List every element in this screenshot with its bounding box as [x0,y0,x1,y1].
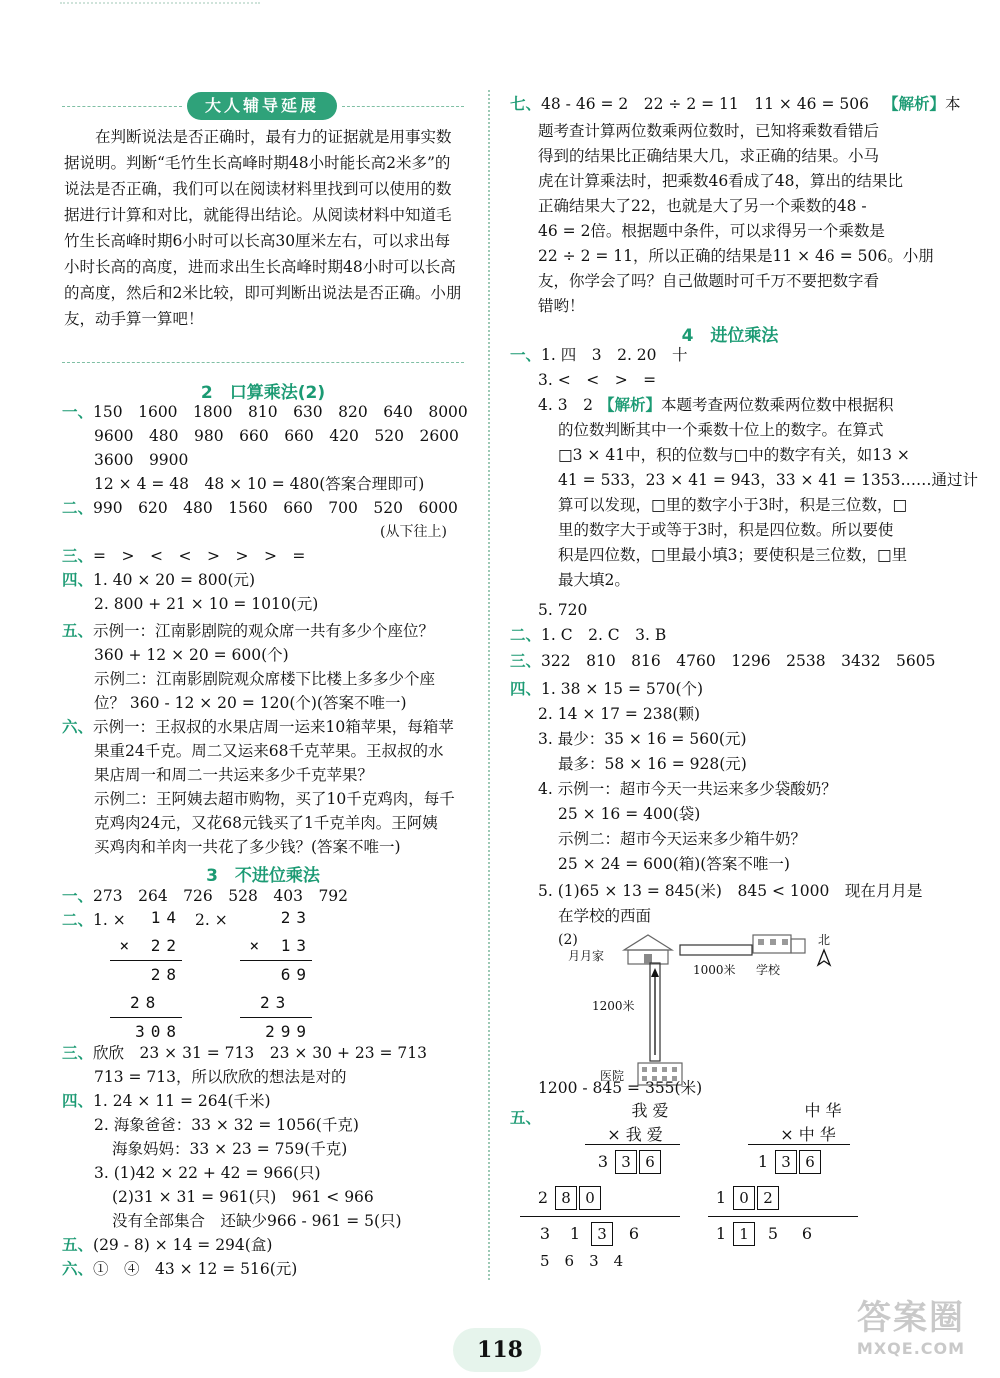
s2-6-row-a: 示例一：王叔叔的水果店周一运来10箱苹果，每箱苹 [93,718,454,736]
guide-rule-right [342,106,464,107]
p1-r1-box2: 6 [639,1150,661,1174]
s4-1-row-e: □3 × 41中，积的位数与□中的数字有关，如13 × [558,446,910,464]
s3-6-label: 六、 [62,1260,94,1278]
s2-4-label: 四、 [62,571,94,589]
p1-sum-d2: 1 [569,1224,581,1243]
guide-text [64,124,462,332]
top-decoration [60,2,260,10]
s4-5-label-text: 五、 [510,1109,542,1127]
guide-paragraph: 在判断说法是否正确时，最有力的证据就是用事实数据说明。判断“毛竹生长高峰时期48小时能长高2米多”的说法是否正确，我们可以在阅读材料里找到可以使用的数据进行计算和对比，就能得出结论。从阅读材料中知道毛竹生长高峰时期6小时可以长高30厘米左右，可以求出每小时长高的高度，进而求出生长高峰时期48小时可以长高的高度，然后和2米比较，即可判断出说法是否正确。小朋友，动手算一算吧！ [64,128,462,328]
s4-1-row-k: 5. 720 [538,601,588,619]
s3-3-label: 三、 [62,1044,94,1062]
p2-sum-d3: 5 [767,1224,779,1243]
s7-row-c: 得到的结果比正确结果大几，求正确的结果。小马 [538,147,880,165]
guide-bottom-rule [62,362,464,363]
s4-4-row-j: 在学校的西面 [558,907,652,925]
vm2-top: 23 [280,908,312,927]
s4-1-row-g: 算可以发现，□里的数字小于3时，积是三位数，□ [558,496,908,514]
section-3-title: 3 不进位乘法 [206,866,320,886]
s4-1-row-c: 本题考查两位数乘两位数中根据积 [660,396,894,414]
puzzle-2-top: 中 华 [804,1101,842,1120]
p2-r2-box2: 2 [757,1186,779,1210]
s4-4-label: 四、 [510,680,542,698]
puzzle-1-row-1 [592,1150,662,1174]
vm1-sum: 308 [110,1017,182,1046]
map-home-label: 月月家 [568,949,605,963]
s4-1-row-b: 3. < < > = [538,371,657,389]
p1-r1-box1: 3 [615,1150,637,1174]
puzzle-2 [715,1098,878,1278]
s4-4-row-h: 25 × 24 = 600(箱)(答案不唯一) [558,855,790,873]
s3-1-label: 一、 [62,887,94,905]
s7-label: 七、 [510,95,542,113]
s3-4-row-c: 海象妈妈：33 × 23 = 759(千克) [112,1140,348,1158]
s2-6-row-e: 克鸡肉24元，又花68元钱买了1千克羊肉。王阿姨 [94,814,438,832]
north-arrow-icon [818,950,830,965]
home-building-icon [624,935,672,964]
puzzle-2-sum [710,1222,824,1246]
p2-r2-box1: 0 [733,1186,755,1210]
direction-arrow-icon [651,968,659,977]
s4-1-analysis-tag: 【解析】 [598,396,661,414]
s7-row-a: 48 - 46 = 2 22 ÷ 2 = 11 11 × 46 = 506 [541,95,869,113]
vm1-top: 14 [150,908,182,927]
s7-row-h: 友，你学会了吗？自己做题时可千万不要把数字看 [538,272,880,290]
s2-2-row: 990 620 480 1560 660 700 520 6000 [93,499,458,517]
map-dist-vertical: 1200米 [592,999,635,1013]
map-school-label: 学校 [756,963,781,977]
p2-r1-d1: 1 [757,1152,769,1171]
s3-3-row-a: 欣欣 23 × 31 = 713 23 × 30 + 23 = 713 [93,1044,428,1062]
puzzle-1-mul: × 我 爱 [607,1125,663,1144]
watermark-url: MXQE.COM [856,1339,966,1358]
p2-sum-d4: 6 [801,1224,813,1243]
s2-5-label: 五、 [62,622,94,640]
s2-3-label: 三、 [62,547,94,565]
p2-sum-box: 1 [733,1222,755,1246]
s2-5-row-b: 360 + 12 × 20 = 600(个) [94,646,289,664]
s4-2-label: 二、 [510,626,542,644]
s7-row-i: 错哟！ [538,297,585,315]
s2-6-row-c: 果店周一和周二一共运来多少千克苹果？ [94,766,374,784]
school-building-icon [753,935,805,953]
guide-box [62,92,464,362]
s3-5-label: 五、 [62,1236,94,1254]
p1-r2-d1: 2 [537,1188,549,1207]
s3-2-q2: 2. × [195,911,228,929]
s2-5-row-d: 位？ 360 - 12 × 20 = 120(个)(答案不唯一) [94,694,407,712]
s3-2-q1: 1. × [93,911,126,929]
s7-row-g: 22 ÷ 2 = 11，所以正确的结果是11 × 46 = 506。小朋 [538,247,934,265]
guide-rule-left [62,106,182,107]
s2-1-row-d: 12 × 4 = 48 48 × 10 = 480(答案合理即可) [94,475,425,493]
vertical-mult-2 [240,904,312,1046]
guide-badge: 大人辅导延展 [187,92,337,120]
s4-1-row-i: 积是四位数，□里最小填3；要使积是三位数，□里 [558,546,908,564]
s7-row-d: 虎在计算乘法时，把乘数46看成了48，算出的结果比 [538,172,903,190]
s2-6-row-b: 果重24千克。周二又运来68千克苹果。王叔叔的水 [94,742,444,760]
s3-4-row-f: 没有全部集合 还缺少966 - 961 = 5(只) [112,1212,402,1230]
s4-2-row: 1. C 2. C 3. B [541,626,667,644]
s2-6-label: 六、 [62,718,94,736]
s2-4-row-b: 2. 800 + 21 × 10 = 1010(元) [94,595,319,613]
s4-1-label: 一、 [510,346,542,364]
watermark-logo [836,1290,986,1370]
s7-row-f: 46 = 2倍。根据题中条件，可以求得另一个乘数是 [538,222,885,240]
s2-1-row-a: 150 1600 1800 810 630 820 640 8000 [93,403,468,421]
s3-3-row-b: 713 = 713，所以欣欣的想法是对的 [94,1068,347,1086]
s2-6-row-d: 示例二：王阿姨去超市购物，买了10千克鸡肉，每千 [94,790,455,808]
s3-1-row: 273 264 726 528 403 792 [93,887,349,905]
watermark-text: 答案圈 [857,1298,965,1338]
s3-2-label: 二、 [62,911,94,929]
s2-3-row: = > < < > > > = [93,547,306,565]
s4-4-row-g: 示例二：超市今天运来多少箱牛奶？ [558,830,807,848]
s2-1-row-c: 3600 9900 [94,451,189,469]
s2-1-label: 一、 [62,403,94,421]
p1-sum-d1: 3 [539,1224,551,1243]
puzzle-note: 5 6 3 4 [540,1252,624,1270]
s3-4-row-e: (2)31 × 31 = 961(只) 961 < 966 [112,1188,374,1206]
s7-row-b: 题考查计算两位数乘两位数时，已知将乘数看错后 [538,122,880,140]
section-2-title: 2 口算乘法(2) [200,383,326,403]
s2-5-row-c: 示例二：江南影剧院观众席楼下比楼上多多少个座 [94,670,436,688]
s2-6-row-f: 买鸡肉和羊肉一共花了多少钱？(答案不唯一) [94,838,401,856]
vm2-sum: 299 [240,1017,312,1046]
s3-4-row-a: 1. 24 × 11 = 264(千米) [93,1092,271,1110]
p1-sum-d4: 6 [628,1224,640,1243]
s7-row-e: 正确结果大了22，也就是大了另一个乘数的48 - [538,197,867,215]
vm1-mul: × 22 [119,936,182,955]
puzzle-1-row-2 [532,1186,602,1210]
vm1-r2: 28 [130,993,162,1012]
s4-4-row-i: 5. (1)65 × 13 = 845(米) 845 < 1000 现在月月是 [538,882,923,900]
map-part-label: (2) [558,932,578,948]
s7-analysis-tag: 【解析】 [882,95,945,113]
puzzle-2-mul: × 中 华 [780,1125,836,1144]
s4-3-row: 322 810 816 4760 1296 2538 3432 5605 [541,652,936,670]
s4-4-row-e: 4. 示例一：超市今天一共运来多少袋酸奶？ [538,780,837,798]
s4-1-row-f: 41 = 533，23 × 41 = 943，33 × 41 = 1353……通过计 [558,471,978,489]
p1-r2-box2: 0 [579,1186,601,1210]
s4-4-row-a: 1. 38 × 15 = 570(个) [541,680,704,698]
vm2-mul: × 13 [249,936,312,955]
puzzle-1-top: 我 爱 [631,1101,669,1120]
s4-1-row-j: 最大填2。 [558,571,630,589]
vm2-r1: 69 [240,960,312,989]
s4-4-row-f: 25 × 16 = 400(袋) [558,805,701,823]
s3-4-label: 四、 [62,1092,94,1110]
map-dist-horizontal: 1000米 [693,963,736,977]
s7-row-a-end: 本 [944,95,961,113]
puzzle-2-row-2 [710,1186,780,1210]
s4-1-row-h: 里的数字大于或等于3时，积是四位数。所以要使 [558,521,894,539]
s4-1-row-a: 1. 四 3 2. 20 十 [541,346,688,364]
p2-r2-d1: 1 [715,1188,727,1207]
p1-r2-box1: 8 [555,1186,577,1210]
puzzle-2-bar-1 [748,1144,850,1145]
puzzle-1-bar-1 [585,1144,680,1145]
s4-1-row-d: 的位数判断其中一个乘数十位上的数字。在算式 [558,421,884,439]
s3-4-row-d: 3. (1)42 × 22 + 42 = 966(只) [94,1164,321,1182]
s2-2-note: (从下往上) [380,524,447,540]
p2-sum-d1: 1 [715,1224,727,1243]
p1-r1-d1: 3 [597,1152,609,1171]
s4-4-row-c: 3. 最少：35 × 16 = 560(元) [538,730,747,748]
s3-4-row-b: 2. 海象爸爸：33 × 32 = 1056(千克) [94,1116,359,1134]
s3-6-row: ① ④ 43 × 12 = 516(元) [93,1260,298,1278]
road-horizontal [680,945,752,955]
s3-5-row: (29 - 8) × 14 = 294(盒) [93,1236,273,1254]
s4-1-q4-answer: 4. 3 2 [538,396,593,414]
vertical-mult-1 [110,904,182,1046]
puzzle-2-row-1 [752,1150,822,1174]
s2-2-label: 二、 [62,499,94,517]
s2-1-row-b: 9600 480 980 660 660 420 520 2600 [94,427,459,445]
puzzle-1-bar-2 [520,1216,680,1217]
map-diagram [558,925,858,1085]
p2-r1-box2: 6 [799,1150,821,1174]
puzzle-2-bar-2 [708,1216,858,1217]
map-north-label: 北 [818,933,831,947]
vm1-r1: 28 [110,960,182,989]
p1-sum-box: 3 [591,1222,613,1246]
column-divider [488,90,490,1280]
s2-5-row-a: 示例一：江南影剧院的观众席一共有多少个座位？ [93,622,435,640]
s4-4-row-k: 1200 - 845 = 355(米) [538,1079,703,1097]
map-hospital-label: 医院 [600,1069,625,1083]
puzzle-1-sum [530,1222,654,1246]
s4-4-row-b: 2. 14 × 17 = 238(颗) [538,705,701,723]
s2-4-row-a: 1. 40 × 20 = 800(元) [93,571,256,589]
p2-r1-box1: 3 [775,1150,797,1174]
s4-4-row-d: 最多：58 × 16 = 928(元) [558,755,747,773]
vm2-r2: 23 [260,993,292,1012]
page-number: 118 [477,1337,523,1363]
s4-3-label: 三、 [510,652,542,670]
section-4-title: 4 进位乘法 [681,326,779,346]
s4-5-label [510,1107,541,1129]
